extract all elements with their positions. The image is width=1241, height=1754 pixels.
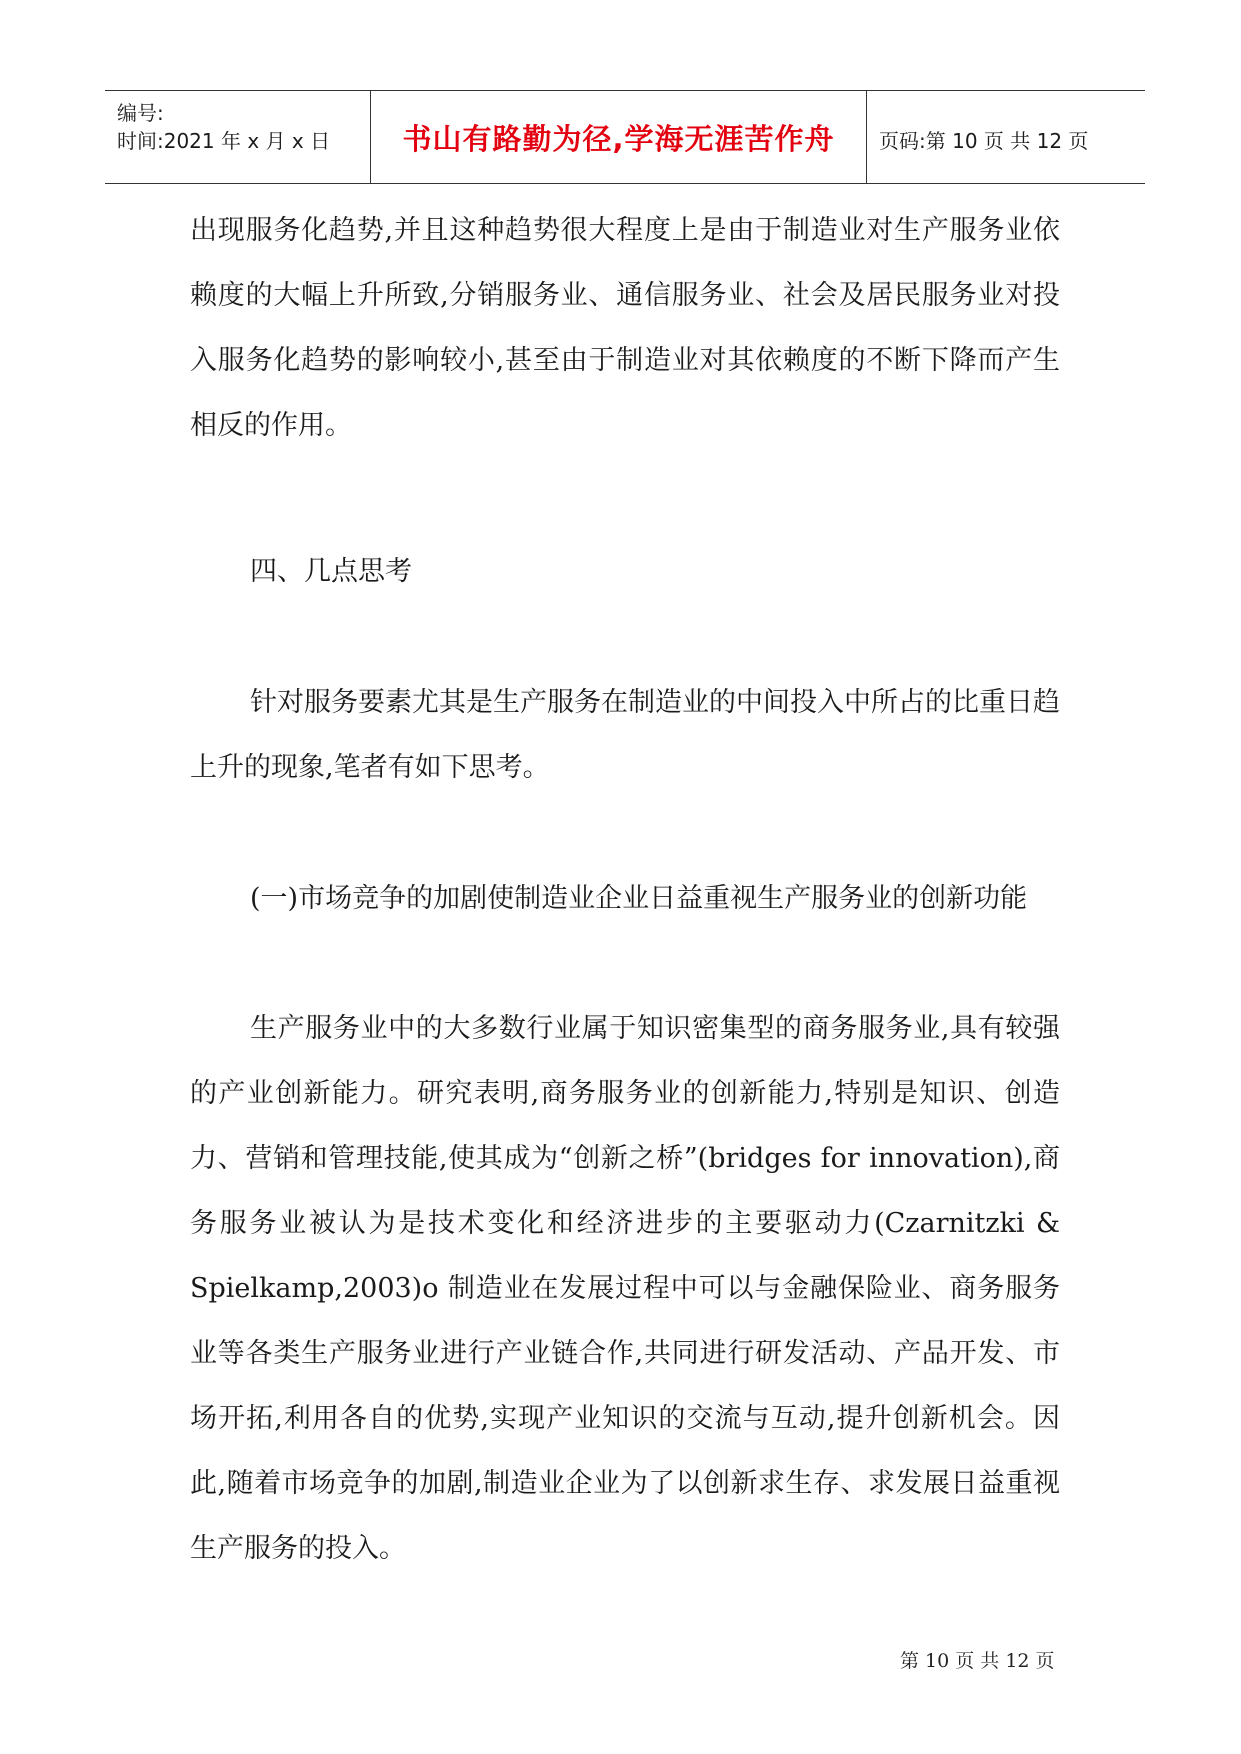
header-page-cell [867,91,1145,183]
paragraph-body [190,996,1060,1581]
header-page-code: 页码:第 10 页 共 12 页 [879,129,1089,153]
section-heading-text: 四、几点思考 [250,556,412,587]
paragraph-intro [190,670,1060,800]
document-time-label: 时间:2021 年 x 月 x 日 [117,129,331,153]
subsection-heading [190,866,1060,931]
header-meta-cell [105,91,370,183]
paragraph-text: 生产服务业中的大多数行业属于知识密集型的商务服务业,具有较强的产业创新能力。研究表明,商务服务业的创新能力,特别是知识、创造力、营销和管理技能,使其成为“创新之桥”(bridges for innovation),商务服务业被认为是技术变化和经济进步的主要驱动力(Czarnitzki & Spielkamp,2003)o 制造业在发展过程中可以与金融保险业、商务服务业等各类生产服务业进行产业链合作,共同进行研发活动、产品开发、市场开拓,利用各自的优势,实现产业知识的交流与互动,提升创新机会。因此,随着市场竞争的加剧,制造业企业为了以创新求生存、求发展日益重视生产服务的投入。 [190,1013,1060,1564]
header-motto-cell [370,91,867,183]
page-footer: 第 10 页 共 12 页 [900,1650,1055,1672]
page-header [105,90,1145,184]
subsection-heading-text: (一)市场竞争的加剧使制造业企业日益重视生产服务业的创新功能 [250,883,1028,914]
document-number-label: 编号: [117,101,164,125]
paragraph-text: 针对服务要素尤其是生产服务在制造业的中间投入中所占的比重日趋上升的现象,笔者有如下思考。 [190,687,1060,783]
paragraph-text: 出现服务化趋势,并且这种趋势很大程度上是由于制造业对生产服务业依赖度的大幅上升所致,分销服务业、通信服务业、社会及居民服务业对投入服务化趋势的影响较小,甚至由于制造业对其依赖度的不断下降而产生相反的作用。 [190,215,1060,441]
paragraph-continuation [190,198,1060,458]
section-heading [190,539,1060,604]
header-motto: 书山有路勤为径,学海无涯苦作舟 [402,122,835,156]
